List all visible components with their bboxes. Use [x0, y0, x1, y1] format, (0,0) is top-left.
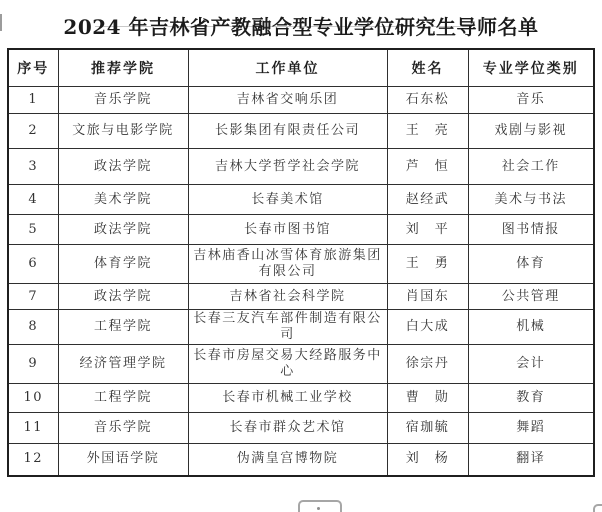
image-resize-handle-bottom-right[interactable]	[593, 504, 602, 512]
cell-work-unit: 长春市机械工业学校	[188, 384, 387, 413]
table-row	[8, 185, 594, 215]
table-header-row	[8, 49, 594, 87]
table-row	[8, 149, 594, 185]
cell-degree-category: 音乐	[468, 87, 594, 114]
resize-handle-dot-icon	[317, 507, 320, 510]
cell-work-unit: 长春三友汽车部件制造有限公司	[188, 310, 387, 345]
cell-degree-category: 公共管理	[468, 284, 594, 310]
cell-name: 芦 恒	[387, 149, 468, 185]
cell-seq: 1	[8, 87, 58, 114]
cell-college: 经济管理学院	[58, 345, 188, 384]
cell-college: 文旅与电影学院	[58, 114, 188, 149]
header-college: 推荐学院	[58, 49, 188, 87]
cell-degree-category: 社会工作	[468, 149, 594, 185]
cell-seq: 9	[8, 345, 58, 384]
header-degree-category: 专业学位类别	[468, 49, 594, 87]
cell-name: 石东松	[387, 87, 468, 114]
header-name: 姓名	[387, 49, 468, 87]
cell-name: 宿珈毓	[387, 413, 468, 444]
header-work-unit: 工作单位	[188, 49, 387, 87]
image-resize-handle-bottom[interactable]	[298, 500, 342, 512]
cell-degree-category: 翻译	[468, 444, 594, 476]
cell-seq: 2	[8, 114, 58, 149]
cell-degree-category: 美术与书法	[468, 185, 594, 215]
cell-college: 工程学院	[58, 310, 188, 345]
cell-college: 美术学院	[58, 185, 188, 215]
cell-name: 刘 杨	[387, 444, 468, 476]
table-row	[8, 384, 594, 413]
cell-work-unit: 长春市房屋交易大经路服务中心	[188, 345, 387, 384]
cell-degree-category: 会计	[468, 345, 594, 384]
cell-work-unit: 长春美术馆	[188, 185, 387, 215]
cell-college: 政法学院	[58, 284, 188, 310]
cell-name: 王 亮	[387, 114, 468, 149]
cell-college: 外国语学院	[58, 444, 188, 476]
cell-work-unit: 吉林省社会科学院	[188, 284, 387, 310]
cell-name: 王 勇	[387, 245, 468, 284]
table-row	[8, 444, 594, 476]
cell-name: 白大成	[387, 310, 468, 345]
cell-name: 曹 勋	[387, 384, 468, 413]
page-title: 2024 年吉林省产教融合型专业学位研究生导师名单	[63, 15, 539, 39]
table-row	[8, 345, 594, 384]
cell-work-unit: 吉林庙香山冰雪体育旅游集团有限公司	[188, 245, 387, 284]
table-row	[8, 413, 594, 444]
cell-degree-category: 戏剧与影视	[468, 114, 594, 149]
cell-college: 政法学院	[58, 149, 188, 185]
table-row	[8, 215, 594, 245]
cell-degree-category: 图书情报	[468, 215, 594, 245]
cell-work-unit: 吉林省交响乐团	[188, 87, 387, 114]
cell-seq: 8	[8, 310, 58, 345]
cell-degree-category: 体育	[468, 245, 594, 284]
table-row	[8, 284, 594, 310]
table-row	[8, 87, 594, 114]
cell-college: 体育学院	[58, 245, 188, 284]
cell-seq: 10	[8, 384, 58, 413]
cell-college: 音乐学院	[58, 87, 188, 114]
header-seq: 序号	[8, 49, 58, 87]
cell-college: 音乐学院	[58, 413, 188, 444]
cell-seq: 3	[8, 149, 58, 185]
cell-seq: 11	[8, 413, 58, 444]
supervisor-table	[7, 48, 595, 477]
cell-seq: 6	[8, 245, 58, 284]
cell-work-unit: 吉林大学哲学社会学院	[188, 149, 387, 185]
cell-seq: 5	[8, 215, 58, 245]
cell-name: 赵经武	[387, 185, 468, 215]
table-row	[8, 245, 594, 284]
cell-degree-category: 机械	[468, 310, 594, 345]
cell-college: 政法学院	[58, 215, 188, 245]
table-row	[8, 114, 594, 149]
cell-work-unit: 长影集团有限责任公司	[188, 114, 387, 149]
cell-seq: 12	[8, 444, 58, 476]
cell-work-unit: 长春市群众艺术馆	[188, 413, 387, 444]
table-row	[8, 310, 594, 345]
cell-work-unit: 长春市图书馆	[188, 215, 387, 245]
cell-seq: 4	[8, 185, 58, 215]
cell-name: 肖国东	[387, 284, 468, 310]
cell-name: 刘 平	[387, 215, 468, 245]
cell-college: 工程学院	[58, 384, 188, 413]
cell-name: 徐宗丹	[387, 345, 468, 384]
cell-degree-category: 教育	[468, 384, 594, 413]
cell-work-unit: 伪满皇宫博物院	[188, 444, 387, 476]
cell-degree-category: 舞蹈	[468, 413, 594, 444]
cell-seq: 7	[8, 284, 58, 310]
